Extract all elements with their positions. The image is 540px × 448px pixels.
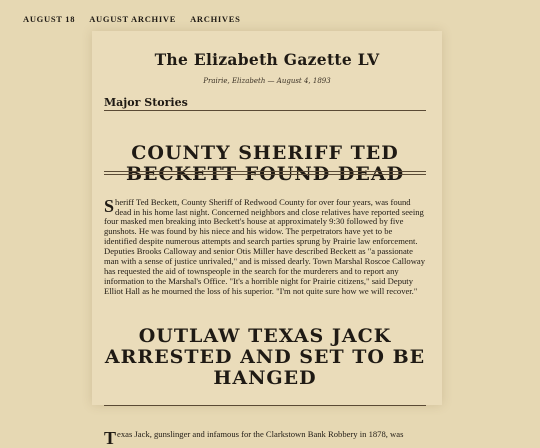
story-headline: COUNTY SHERIFF TED: [131, 141, 399, 164]
nav-link-august-18[interactable]: AUGUST 18: [23, 14, 76, 24]
headline-divider: [104, 174, 426, 175]
story-text: heriff Ted Beckett, County Sheriff of Redwood County for over four years, was found dead in his home last night. Concerned neighbors and close relatives have reported seeing four masked men breaking into Beckett's house at approximately 9:30 followed by five gunshots. He was found by his niece and his widow. The perpetrators have yet to be identified despite numerous attempts and search parties sprung by Prairie law enforcement. Deputies Brooks Calloway and senior Otis Miller have described Beckett as "a passionate man with a sense of justice unrivaled," and is missed dearly. Town Marshal Roscoe Calloway has requested the aid of townspeople in the search for the murderers and to report any information to the Marshal's Office. "It's a horrible night for Prairie citizens," said Deputy Elliot Hall as he mourned the loss of his superior. "I'm not quite sure how we will recover.": [104, 196, 426, 296]
headline-divider: [104, 405, 426, 406]
nav-link-august-archive[interactable]: AUGUST ARCHIVE: [89, 14, 177, 24]
drop-cap: S: [104, 195, 115, 216]
dateline: Prairie, Elizabeth — August 4, 1893: [203, 77, 331, 85]
story-body: [104, 195, 426, 297]
headline-divider: [104, 171, 426, 172]
drop-cap: T: [104, 427, 117, 448]
newspaper-page: [92, 31, 442, 448]
nav-link-archives[interactable]: ARCHIVES: [190, 14, 241, 24]
story-body: [104, 427, 426, 448]
newspaper-title: The Elizabeth Gazette LV: [154, 50, 380, 69]
story-headline: OUTLAW TEXAS JACK ARRESTED AND SET TO BE HANGED: [104, 324, 426, 389]
story-text: exas Jack, gunslinger and infamous for the Clarkstown Bank Robbery in 1878, was: [117, 428, 404, 439]
section-heading-major-stories: Major Stories: [104, 96, 426, 111]
top-navigation: [23, 14, 255, 24]
